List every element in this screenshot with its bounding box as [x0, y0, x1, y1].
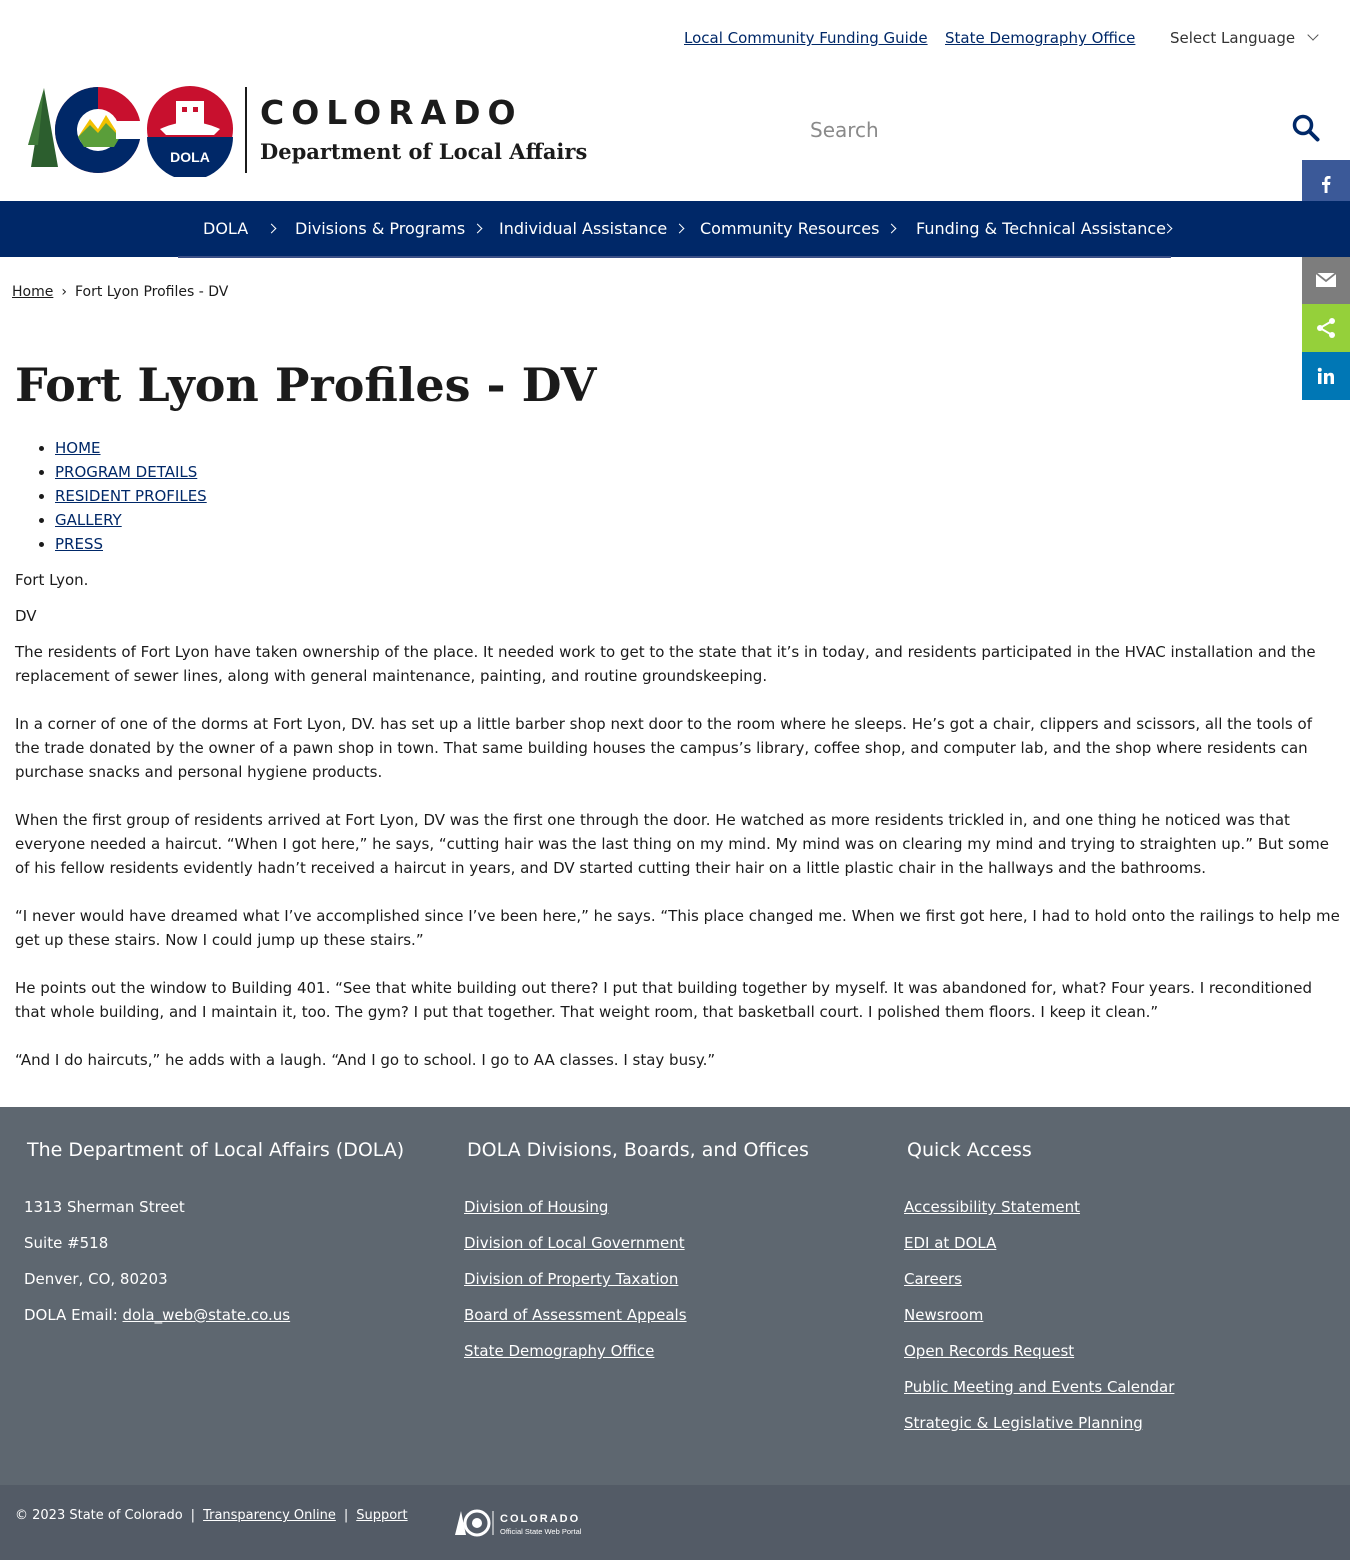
breadcrumb-separator-icon: ›	[61, 284, 67, 300]
article-paragraph: The residents of Fort Lyon have taken ownership of the place. It needed work to get to the state that it’s in today, and residents participated in the HVAC installation and the replacement of sewer lines, along with general maintenance, painting, and routine groundskeeping.	[15, 643, 1316, 685]
copyright-text: © 2023 State of Colorado	[15, 1508, 183, 1523]
nav-item-dola[interactable]	[203, 219, 275, 238]
footer-link-edi[interactable]: EDI at DOLA	[904, 1234, 997, 1252]
chevron-right-icon	[473, 224, 483, 234]
breadcrumb-home-link[interactable]: Home	[12, 284, 54, 300]
svg-text:Official State Web Portal: Official State Web Portal	[500, 1527, 582, 1536]
breadcrumb-current: Fort Lyon Profiles - DV	[74, 284, 229, 300]
footer-divisions-column	[464, 1139, 809, 1369]
footer-email-link[interactable]: dola_web@state.co.us	[122, 1306, 291, 1324]
copyright: © 2023 State of Colorado | Transparency Online | Support	[15, 1508, 408, 1523]
site-footer	[0, 1107, 1350, 1485]
state-portal-logo[interactable]	[455, 1509, 605, 1541]
footer-bottom-bar	[0, 1485, 1350, 1560]
footer-heading: DOLA Divisions, Boards, and Offices	[467, 1139, 809, 1161]
footer-link-newsroom[interactable]: Newsroom	[904, 1306, 984, 1324]
linkedin-icon	[1317, 367, 1335, 385]
demography-office-link[interactable]: State Demography Office	[945, 29, 1136, 47]
chevron-right-icon	[267, 224, 277, 234]
chevron-down-icon	[1307, 29, 1318, 40]
footer-link-board-assessment-appeals[interactable]: Board of Assessment Appeals	[464, 1306, 687, 1324]
subnav-item	[55, 532, 207, 556]
site-logo[interactable]	[28, 85, 588, 177]
chevron-right-icon	[887, 224, 897, 234]
footer-email-line	[24, 1297, 404, 1333]
footer-link-events-calendar[interactable]: Public Meeting and Events Calendar	[904, 1378, 1175, 1396]
svg-text:DOLA: DOLA	[170, 149, 210, 165]
footer-heading: Quick Access	[907, 1139, 1032, 1161]
funding-guide-link[interactable]: Local Community Funding Guide	[684, 29, 928, 47]
brand-title: COLORADO	[260, 93, 523, 132]
nav-underline	[178, 256, 1171, 258]
subnav-link-home[interactable]: HOME	[55, 439, 101, 457]
footer-address-line: Suite #518	[24, 1234, 109, 1252]
language-select-label: Select Language	[1170, 29, 1296, 47]
footer-link-strategic-planning[interactable]: Strategic & Legislative Planning	[904, 1414, 1143, 1432]
language-select[interactable]	[1170, 29, 1317, 47]
svg-text:COLORADO: COLORADO	[500, 1513, 581, 1525]
share-linkedin-button[interactable]	[1302, 352, 1350, 400]
image-caption-name: DV	[15, 607, 37, 625]
profile-subnav	[15, 436, 207, 556]
footer-link-division-housing[interactable]: Division of Housing	[464, 1198, 609, 1216]
nav-item-divisions-programs[interactable]	[295, 219, 481, 238]
subnav-item	[55, 460, 207, 484]
article-body	[15, 568, 1340, 1096]
transparency-online-link[interactable]: Transparency Online	[203, 1508, 336, 1523]
subnav-link-gallery[interactable]: GALLERY	[55, 511, 122, 529]
utility-bar	[0, 0, 1350, 78]
article-paragraph: He points out the window to Building 401. “See that white building out there? I put that building together by myself. It was abandoned for, what? Four years. I reconditioned that whole building, and I maintain it, too. The gym? I put that together. That weight room, that basketball court. I polished them floors. I keep it clean.”	[15, 979, 1313, 1021]
nav-item-label: Community Resources	[700, 219, 880, 238]
footer-heading: The Department of Local Affairs (DOLA)	[27, 1139, 405, 1161]
nav-item-label: DOLA	[203, 219, 249, 238]
article-paragraph: When the first group of residents arrived at Fort Lyon, DV was the first one through the door. He watched as more residents trickled in, and one thing he noticed was that everyone needed a haircut. “When I got here,” he says, “cutting hair was the last thing on my mind. My mind was on clearing my mind and trying to straighten up.” But some of his fellow residents evidently hadn’t received a haircut in years, and DV started cutting their hair on a little plastic chair in the hallways and the bathrooms.	[15, 811, 1330, 877]
email-icon	[1315, 272, 1337, 288]
footer-link-division-local-government[interactable]: Division of Local Government	[464, 1234, 685, 1252]
footer-email-label: DOLA Email:	[24, 1306, 123, 1324]
footer-link-careers[interactable]: Careers	[904, 1270, 962, 1288]
image-caption-location: Fort Lyon.	[15, 571, 89, 589]
breadcrumb	[12, 284, 228, 300]
share-more-button[interactable]	[1302, 304, 1350, 352]
footer-link-state-demography-office[interactable]: State Demography Office	[464, 1342, 655, 1360]
subnav-item	[55, 508, 207, 532]
subnav-item	[55, 484, 207, 508]
colorado-logo-icon	[28, 85, 243, 177]
footer-address-line: Denver, CO, 80203	[24, 1270, 168, 1288]
article-paragraph: “I never would have dreamed what I’ve accomplished since I’ve been here,” he says. “This place changed me. When we first got here, I had to hold onto the railings to help me get up these stairs. Now I could jump up these stairs.”	[15, 907, 1340, 949]
footer-link-accessibility[interactable]: Accessibility Statement	[904, 1198, 1081, 1216]
nav-item-label: Divisions & Programs	[295, 219, 466, 238]
brand-subtitle: Department of Local Affairs	[260, 139, 588, 164]
subnav-link-press[interactable]: PRESS	[55, 535, 103, 553]
article-paragraph: “And I do haircuts,” he adds with a laugh. “And I go to school. I go to AA classes. I stay busy.”	[15, 1051, 716, 1069]
subnav-item	[55, 436, 207, 460]
nav-item-funding-technical-assistance[interactable]	[916, 219, 1171, 238]
page-title: Fort Lyon Profiles - DV	[15, 358, 597, 412]
subnav-link-program-details[interactable]: PROGRAM DETAILS	[55, 463, 198, 481]
share-icon	[1315, 317, 1337, 339]
footer-address-line: 1313 Sherman Street	[24, 1198, 185, 1216]
chevron-right-icon	[675, 224, 685, 234]
footer-contact-column	[24, 1139, 404, 1333]
article-paragraph: In a corner of one of the dorms at Fort Lyon, DV. has set up a little barber shop next door to the room where he sleeps. He’s got a chair, clippers and scissors, all the tools of the trade donated by the owner of a pawn shop in town. That same building houses the campus’s library, coffee shop, and computer lab, and the shop where residents can purchase snacks and personal hygiene products.	[15, 715, 1312, 781]
search-input[interactable]	[810, 108, 1240, 152]
nav-item-label: Individual Assistance	[499, 219, 668, 238]
facebook-icon	[1316, 174, 1336, 194]
support-link[interactable]: Support	[356, 1508, 408, 1523]
colorado-portal-logo-icon	[455, 1509, 605, 1541]
logo-divider	[245, 87, 247, 173]
nav-item-individual-assistance[interactable]	[499, 219, 683, 238]
subnav-link-resident-profiles[interactable]: RESIDENT PROFILES	[55, 487, 207, 505]
footer-link-open-records[interactable]: Open Records Request	[904, 1342, 1075, 1360]
share-email-button[interactable]	[1302, 256, 1350, 304]
search-button[interactable]	[1292, 114, 1322, 144]
search-bar	[810, 108, 1290, 152]
footer-link-division-property-taxation[interactable]: Division of Property Taxation	[464, 1270, 679, 1288]
nav-item-community-resources[interactable]	[700, 219, 895, 238]
footer-quick-access-column	[904, 1139, 1174, 1441]
main-nav	[0, 201, 1350, 257]
search-icon	[1292, 114, 1320, 142]
nav-item-label: Funding & Technical Assistance	[916, 219, 1166, 238]
